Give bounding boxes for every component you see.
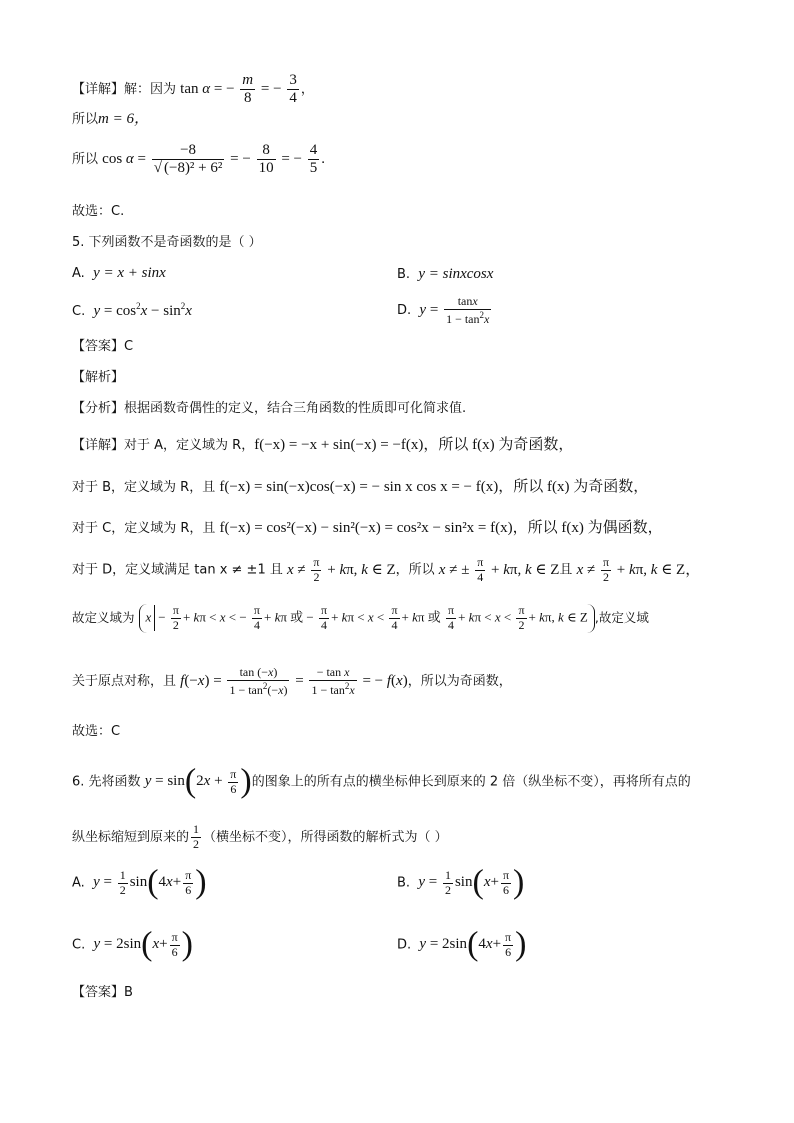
q6-option-a xyxy=(72,866,207,900)
m-value: m = 6， xyxy=(98,111,149,127)
q5-detail-d-cond2: x ≠ ± $\frac{\pi}{4}$ + kπ, k ∈ Z xyxy=(438,555,560,584)
q5-detail-c-text: 对于 C，定义域为 R，且 xyxy=(72,521,216,536)
q5-detail-a-formula: f(−x) = −x + sin(−x) = −f(x)，所以 f(x) 为奇函数， xyxy=(254,437,574,453)
q5-option-a xyxy=(72,266,166,281)
q5-fenxi-line xyxy=(72,402,466,415)
q6-opt-d-label: D. xyxy=(397,937,412,953)
q5-opt-c-formula: $y = \cos^2x - \sin^2x$ xyxy=(93,301,192,319)
q5-symmetry-line xyxy=(72,666,512,698)
q5-detail-c-formula: f(−x) = cos²(−x) − sin²(−x) = cos²x − sin²x = f(x)，所以 f(x) 为偶函数， xyxy=(219,520,663,536)
q6-half: $\frac{1}{2}$ xyxy=(193,822,200,851)
q4-choose: 故选：C. xyxy=(72,204,125,219)
tan-equation: tan α = − $\frac{m}{8}$ = − $\frac{3}{4}$ xyxy=(180,72,297,107)
q6-stem-3: 纵坐标缩短到原来的 xyxy=(72,829,190,845)
q6-opt-c-formula: y = 2sin(x+ $\frac{\pi}{6}$ ) xyxy=(93,926,193,963)
q6-function: y = sin(2x + $\frac{\pi}{6}$ ) xyxy=(144,763,252,800)
q5-opt-c-label: C. xyxy=(72,304,86,319)
q6-opt-a-formula: y = $\frac{1}{2}$ sin(4x+ $\frac{\pi}{6}$ ) xyxy=(93,864,207,901)
q6-stem-2: 的图象上的所有点的横坐标伸长到原来的 2 倍（纵坐标不变），再将所有点的 xyxy=(251,774,691,790)
q5-detail-d xyxy=(72,556,700,585)
q5-opt-d-label: D. xyxy=(397,303,412,319)
q5-sym-text: 关于原点对称，且 xyxy=(72,674,177,690)
q6-opt-a-label: A. xyxy=(72,875,85,891)
q5-opt-b-formula: y = sinxcosx xyxy=(418,266,494,282)
q5-sym-end: ，所以为奇函数， xyxy=(407,674,512,690)
q5-detail-a xyxy=(72,438,573,453)
q5-domain-suffix: ,故定义域 xyxy=(594,609,649,625)
q5-detail-c xyxy=(72,521,663,536)
q5-stem: 5. 下列函数不是奇函数的是（ ） xyxy=(72,235,262,250)
q5-opt-a-label: A. xyxy=(72,266,85,281)
q6-stem-line2 xyxy=(72,823,448,852)
q4-detail-text: 解：因为 xyxy=(124,82,177,98)
q6-answer: B xyxy=(124,985,133,1000)
detail-tag: 【详解】 xyxy=(72,82,125,98)
q5-detail-d-mid: ，所以 xyxy=(395,562,435,578)
q5-opt-b-label: B. xyxy=(397,267,411,282)
q4-m-prefix: 所以 xyxy=(72,112,99,127)
q6-opt-b-label: B. xyxy=(397,875,411,891)
q5-detail-d-mid2: 且 xyxy=(559,562,573,578)
q5-domain-line xyxy=(72,604,649,633)
q4-m-line xyxy=(72,112,149,127)
q6-answer-line xyxy=(72,986,133,999)
q5-detail-b-formula: f(−x) = sin(−x)cos(−x) = − sin x cos x = − f(x)，所以 f(x) 为奇函数， xyxy=(219,479,649,495)
q5-detail-b xyxy=(72,480,648,495)
q5-choose: 故选：C xyxy=(72,724,121,739)
q4-detail-line xyxy=(72,72,314,108)
q5-detail-a-text: 对于 A，定义域为 R， xyxy=(124,438,255,453)
q5-opt-d-formula: y = $\frac{\tan x}{1 - \tan^2x}$ xyxy=(419,294,490,326)
q6-option-b xyxy=(397,866,524,900)
q6-opt-c-label: C. xyxy=(72,937,86,953)
q5-option-c xyxy=(72,302,192,319)
q5-sym-formula: f(−x) = $\frac{\tan (-x)}{1 - \tan^2(-x)}$ = $\frac{\text{− tan x}}{1 - \tan^2x}$ = − f(x) xyxy=(180,665,408,697)
q6-stem-line1 xyxy=(72,765,691,799)
q6-stem-4: （横坐标不变），所得函数的解析式为（ ） xyxy=(203,829,448,845)
cos-equation: cos α = $\frac{-8}{\text{√ (−8)² + 6²}}$ = − $\frac{8}{10}$ = − $\frac{4}{5}$ . xyxy=(102,142,325,177)
detail-tag-2: 【详解】 xyxy=(72,438,125,453)
q5-opt-a-formula: y = x + sinx xyxy=(93,265,166,281)
q5-domain-set: x − $\frac{\pi}{2}$ + kπ < x < − $\frac{\pi}{4}$ + kπ 或 − $\frac{\pi}{4}$ + kπ < x < $\frac{\pi}{4}$ + kπ 或 $\frac{\pi}{4}$ + kπ < x < $\frac{\pi}{2}$ + kπ, k ∈ Z xyxy=(139,604,595,633)
q5-domain-prefix: 故定义域为 xyxy=(72,609,135,625)
answer-tag: 【答案】 xyxy=(72,339,125,354)
comma: ， xyxy=(300,82,314,98)
answer-tag-2: 【答案】 xyxy=(72,985,125,1000)
q6-option-d xyxy=(397,928,526,962)
fenxi-tag: 【分析】 xyxy=(72,401,125,416)
q6-opt-d-formula: y = 2sin(4x+ $\frac{\pi}{6}$ ) xyxy=(419,926,527,963)
q5-detail-b-text: 对于 B，定义域为 R，且 xyxy=(72,480,216,495)
q5-option-b xyxy=(397,266,493,283)
q6-stem-1: 6. 先将函数 xyxy=(72,774,141,790)
q4-cos-prefix: 所以 xyxy=(72,152,99,168)
q5-detail-d-text: 对于 D，定义域满足 tan x ≠ ±1 且 xyxy=(72,562,283,578)
q5-detail-d-cond3: x ≠ $\frac{\pi}{2}$ + kπ, k ∈ Z， xyxy=(576,555,701,584)
q5-detail-d-cond1: x ≠ $\frac{\pi}{2}$ + kπ, k ∈ Z xyxy=(287,555,396,584)
q6-opt-b-formula: y = $\frac{1}{2}$ sin(x+ $\frac{\pi}{6}$ ) xyxy=(418,864,525,901)
q5-analysis-tag: 【解析】 xyxy=(72,370,125,385)
q5-answer-line xyxy=(72,340,133,353)
q5-option-d xyxy=(397,295,493,327)
q5-answer: C xyxy=(124,339,134,354)
q4-cos-line xyxy=(72,142,325,178)
q6-option-c xyxy=(72,928,193,962)
q5-fenxi-text: 根据函数奇偶性的定义，结合三角函数的性质即可化简求值. xyxy=(124,401,467,416)
